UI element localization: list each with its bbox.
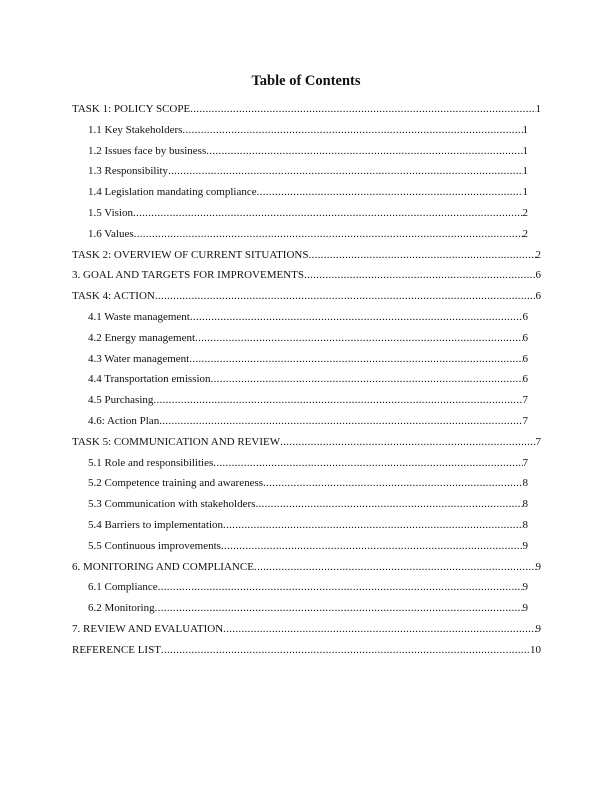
toc-entry-4-2[interactable] [0,331,612,346]
toc-entry-1-3[interactable] [0,164,612,179]
toc-entry-page: 9 [535,560,541,573]
toc-entry-page: 1 [535,103,541,115]
toc-entry-5-4[interactable] [0,518,612,533]
toc-entry-page: 6 [535,269,541,282]
toc-entry-1-1[interactable] [0,123,612,138]
toc-entry-task-1[interactable] [0,102,612,117]
dot-leader [223,518,522,532]
dot-leader [254,560,536,574]
dot-leader [155,601,523,615]
toc-entry-label: 5.2 Competence training and awareness [88,477,264,490]
dot-leader [190,102,535,116]
toc-entry-1-4[interactable] [0,185,612,200]
dot-leader [168,164,522,178]
toc-entry-label: 5.3 Communication with stakeholders [88,498,256,511]
dot-leader [221,539,523,553]
toc-entry-page: 8 [522,519,528,531]
toc-entry-page: 1 [522,186,528,199]
toc-entry-1-6[interactable] [0,227,612,242]
dot-leader [158,580,523,594]
toc-entry-label: 5.4 Barriers to implementation [88,519,224,531]
toc-entry-page: 9 [522,539,528,552]
toc-entry-page: 9 [522,581,528,594]
toc-entry-label: 5.1 Role and responsibilities [88,456,214,469]
toc-entry-page: 8 [522,498,528,511]
toc-entry-label: 7. REVIEW AND EVALUATION [72,623,224,635]
dot-leader [223,622,535,636]
toc-entry-label: TASK 4: ACTION [72,290,155,303]
dot-leader [134,227,523,241]
toc-entry-page: 9 [522,602,528,615]
dot-leader [153,393,522,407]
toc-entry-label: 4.5 Purchasing [88,394,154,407]
dot-leader [257,185,523,199]
toc-entry-page: 2 [522,227,528,240]
toc-entry-task-5[interactable] [0,435,612,450]
toc-entry-page: 6 [522,352,528,365]
toc-entry-page: 7 [522,415,528,427]
toc-entry-6-2[interactable] [0,601,612,616]
toc-entry-1-2[interactable] [0,144,612,159]
toc-entry-label: 1.2 Issues face by business [88,144,207,157]
toc-entry-page: 1 [522,123,528,136]
toc-entry-4-3[interactable] [0,352,612,367]
toc-entry-4-4[interactable] [0,372,612,387]
toc-entry-label: 4.1 Waste management [88,311,190,323]
toc-entry-6-1[interactable] [0,580,612,595]
toc-entry-4-6[interactable] [0,414,612,429]
toc-entry-4-5[interactable] [0,393,612,408]
toc-entry-label: 6.1 Compliance [88,581,158,594]
toc-entry-page: 1 [522,144,528,157]
toc-entry-label: 5.5 Continuous improvements [88,539,221,552]
dot-leader [182,123,522,137]
toc-entry-label: REFERENCE LIST [72,643,161,656]
toc-entry-page: 6 [535,290,541,303]
dot-leader [206,144,522,158]
dot-leader [255,497,522,511]
toc-entry-section-6[interactable] [0,560,612,575]
toc-entry-page: 7 [522,394,528,407]
toc-entry-page: 6 [522,331,528,344]
toc-entry-page: 2 [535,248,541,261]
toc-entry-label: 1.6 Values [88,227,134,240]
dot-leader [190,310,523,324]
dot-leader [133,206,523,220]
dot-leader [195,331,522,345]
toc-entry-task-4[interactable] [0,289,612,304]
toc-entry-label: 4.4 Transportation emission [88,373,211,386]
toc-entry-label: TASK 2: OVERVIEW OF CURRENT SITUATIONS [72,248,309,261]
toc-entry-section-3[interactable] [0,268,612,283]
toc-entry-label: 6.2 Monitoring [88,602,155,615]
dot-leader [189,352,522,366]
toc-entry-label: 4.3 Water management [88,352,190,365]
toc-entry-reference-list[interactable] [0,643,612,658]
toc-entry-label: 1.3 Responsibility [88,165,169,178]
dot-leader [308,248,535,262]
toc-entry-page: 10 [530,643,541,656]
toc-entry-label: 4.2 Energy management [88,331,196,344]
toc-entry-page: 7 [535,435,541,448]
dot-leader [263,476,522,490]
toc-entry-5-1[interactable] [0,456,612,471]
toc-entry-page: 6 [522,311,528,323]
toc-entry-5-2[interactable] [0,476,612,491]
toc-entry-label: 1.5 Vision [88,207,133,219]
toc-entry-page: 8 [522,477,528,490]
toc-entry-page: 2 [522,207,528,219]
dot-leader [280,435,535,449]
toc-entry-label: 4.6: Action Plan [88,415,160,427]
toc-entry-label: TASK 5: COMMUNICATION AND REVIEW [72,435,281,448]
page-title: Table of Contents [251,73,361,89]
dot-leader [155,289,536,303]
toc-entry-label: 3. GOAL AND TARGETS FOR IMPROVEMENTS [72,269,304,282]
toc-entry-page: 7 [522,456,528,469]
toc-entry-label: 6. MONITORING AND COMPLIANCE [72,560,254,573]
toc-entry-label: TASK 1: POLICY SCOPE [72,103,191,115]
dot-leader [213,456,522,470]
toc-entry-page: 9 [535,623,541,635]
dot-leader [161,643,530,657]
toc-entry-4-1[interactable] [0,310,612,325]
toc-entry-task-2[interactable] [0,248,612,263]
toc-entry-label: 1.1 Key Stakeholders [88,123,183,136]
dot-leader [159,414,522,428]
dot-leader [304,268,536,282]
toc-entry-5-5[interactable] [0,539,612,554]
toc-entry-page: 1 [522,165,528,178]
toc-entry-5-3[interactable] [0,497,612,512]
toc-entry-section-7[interactable] [0,622,612,637]
dot-leader [211,372,523,386]
toc-entry-label: 1.4 Legislation mandating compliance [88,186,257,199]
toc-entry-1-5[interactable] [0,206,612,221]
toc-entry-page: 6 [522,373,528,386]
